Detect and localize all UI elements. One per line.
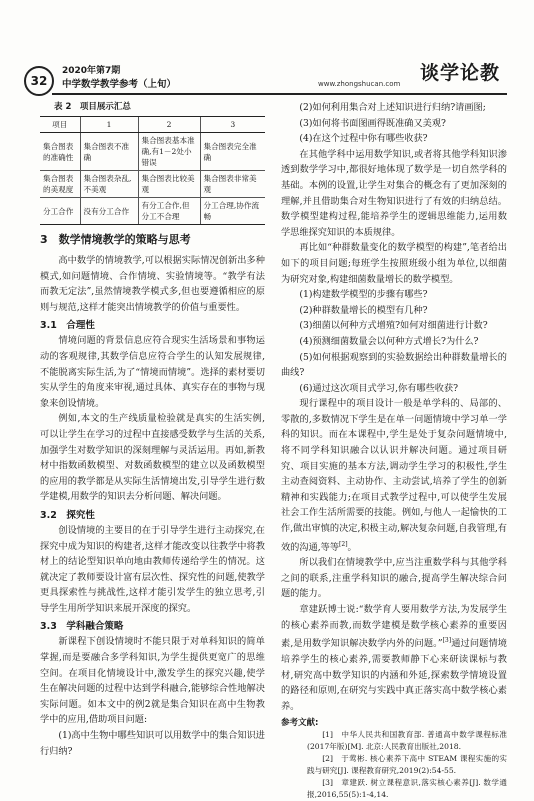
question-item: (1)构建数学模型的步骤有哪些?: [299, 289, 428, 301]
table-cell: 集合图表非常美观: [200, 171, 265, 198]
subsection-title: 3.3 学科融合策略: [40, 621, 124, 633]
question-item: (2)如何利用集合对上述知识进行归纳?请画图;: [299, 102, 486, 113]
question-item: (3)细菌以何种方式增殖?如何对细菌进行计数?: [299, 320, 488, 332]
paragraph: 新课程下创设情境时不能只限于对单科知识的简单掌握,而是要融合多学科知识,为学生提供更宽广的思维空间。在项目化情境设计中,激发学生的探究兴趣,使学生在解决问题的过程中达到学科融合,能够综合性地解决实际问题。如本文中的例2就是集合知识在高中生物教学中的应用,借助项目问题:: [40, 636, 265, 726]
issue-label: 2020年第7期: [62, 66, 121, 76]
subsection-title: 3.2 探究性: [40, 509, 95, 521]
table-cell: 集合图表杂乱,不美观: [80, 171, 138, 198]
table-header-cell: 2: [138, 117, 200, 133]
paragraph: 在其他学科中运用数学知识,或者将其他学科知识渗透到数学学习中,都很好地体现了数学是一切自然学科的基础。本例的设置,让学生对集合的概念有了更加深刻的理解,并且借助集合对生物知识进行了有效的归纳总结。数学模型建构过程,能培养学生的逻辑思维能力,运用数学思维探究知识的本质规律。: [281, 148, 507, 238]
column-logo: 谈学论教: [420, 62, 501, 84]
paragraph: [281, 602, 507, 714]
page-number: 32: [24, 66, 54, 96]
paragraph: 再比如“种群数量变化的数学模型的构建”,笔者给出如下的项目问题;每班学生按照班级小组为单位,以细菌为研究对象,构建细菌数量增长的数学模型。: [281, 242, 507, 285]
right-column: [281, 100, 507, 801]
paragraph-end: 。: [347, 541, 357, 553]
section-title: 3 数学情境教学的策略与思考: [40, 233, 191, 246]
citation-mark: [2]: [339, 540, 348, 548]
table-cell: 分工合作: [40, 198, 80, 225]
table-caption: 表 2 项目展示汇总: [54, 102, 131, 112]
website-url: www.zhongshucan.com: [318, 80, 401, 88]
question-item: (1)高中生物中哪些知识可以用数学中的集合知识进行归纳?: [40, 730, 265, 757]
table-cell: 集合图表比较美观: [138, 171, 200, 198]
table-cell: 有分工合作,但分工不合理: [138, 198, 200, 225]
reference-item: [2] 于莺彬. 核心素养下高中 STEAM 课程实施的实践与研究[J]. 课程教育研究,2019(2):54-55.: [307, 754, 507, 776]
question-item: (3)如何将书面图画得既准确又美观?: [299, 117, 446, 129]
table-cell: 集合图表的准确性: [40, 133, 80, 171]
table-cell: 集合图表的美观度: [40, 171, 80, 198]
table-header-cell: 1: [80, 117, 138, 133]
table-row: [40, 133, 265, 171]
question-item: (5)如何根据观察到的实验数据绘出种群数量增长的曲线?: [281, 351, 507, 379]
paragraph-text: 现行课程中的项目设计一般是单学科的、局部的、零散的,多数情况下学生是在单一问题情境中学习单一学科的知识。而在本课程中,学生是处于复杂问题情境中,将不同学科知识融合以认识并解决问题。通过项目研究、项目实施的基本方法,调动学生学习的积极性,学生主动查阅资料、主动协作、主动尝试,培养了学生的创新精神和实践能力;在项目式教学过程中,可以使学生发展社会工作生活所需要的技能。例如,与他人一起愉快的工作,做出审慎的决定,积极主动,解决复杂问题,自我管理,有效的沟通,等等: [281, 398, 507, 553]
table-header-cell: 项目: [40, 117, 80, 133]
left-column: [40, 100, 265, 759]
paragraph: 高中数学的情境教学,可以根据实际情况创新出多种模式,如问题情境、合作情境、实验情境等。“教学有法而教无定法”,虽然情境教学模式多,但也要遵循相应的原则与规范,这样才能突出情境教学的价值与重要性。: [40, 255, 265, 313]
paragraph: 所以我们在情境教学中,应当注重数学科与其他学科之间的联系,注重学科知识的融合,提高学生解决综合问题的能力。: [281, 557, 507, 600]
paragraph-text: 通过问题情境培养学生的核心素养,需要教师静下心来研读课标与教材,研究高中数学知识的内涵和外延,探索数学情境设置的路径和原则,在研究与实践中真正落实高中数学核心素养。: [281, 638, 507, 712]
question-item: (6)通过这次项目式学习,你有哪些收获?: [299, 382, 459, 394]
table-cell: 集合图表不准确: [80, 133, 138, 171]
question-item: (4)在这个过程中你有哪些收获?: [299, 133, 428, 145]
table-row: [40, 198, 265, 225]
table-row: [40, 171, 265, 198]
table-header-row: [40, 117, 265, 133]
citation-mark: [3]: [442, 637, 452, 645]
paragraph: 情境问题的背景信息应符合现实生活场景和事物运动的客观规律,其数学信息应符合学生的认知发展规律,不能脱离实际生活,为了“情境而情境”。选择的素材要切实从学生的角度来审视,通过具体、真实存在的事物与现象来创设情境。: [40, 335, 265, 409]
question-item: (2)种群数量增长的模型有几种?: [299, 304, 428, 316]
header-rule: [52, 93, 507, 95]
reference-item: [1] 中华人民共和国教育部. 普通高中数学课程标准(2017年版)[M]. 北京:人民教育出版社,2018.: [307, 730, 507, 752]
paragraph: 创设情境的主要目的在于引导学生进行主动探究,在探究中成为知识的构建者,这样才能改变以往教学中将教材上的结论型知识单向地由教师传递给学生的情况。这就决定了教师要设计富有层次性、探究性的问题,使教学更具探索性与挑战性,这样才能引发学生的独立思考,引导学生用所学知识来展开深度的探究。: [40, 524, 265, 614]
question-item: (4)预测细菌数量会以何种方式增长?为什么?: [299, 335, 479, 347]
table-cell: 没有分工合作: [80, 198, 138, 225]
references-title: 参考文献:: [281, 718, 319, 729]
paragraph-text: 章建跃博士说:“数学育人要用数学方法,为发展学生的核心素养而教,而数学建模是数学核心素养的重要因素,是用数学知识解决数学内外的问题。”: [281, 604, 507, 650]
paragraph: [281, 396, 507, 555]
project-summary-table: [40, 116, 265, 225]
table-cell: 分工合理,协作流畅: [200, 198, 265, 225]
table-cell: 集合图表基本准确,有1－2处小错误: [138, 133, 200, 171]
table-cell: 集合图表完全准确: [200, 133, 265, 171]
reference-item: [3] 章建跃. 树立课程意识,落实核心素养[J]. 数学通报,2016,55(5):1-4,14.: [307, 778, 507, 800]
subsection-title: 3.1 合理性: [40, 320, 95, 332]
paragraph: 例如,本文的生产线质量检验就是真实的生活实例,可以让学生在学习的过程中直接感受数学与生活的关系,加强学生对数学知识的深刻理解与灵活运用。再如,新教材中指数函数模型、对数函数模型的建立以及函数模型的应用的教学都是从实际生活情境出发,引导学生进行数学建模,用数学的知识去分析问题、解决问题。: [40, 413, 265, 503]
table-header-cell: 3: [200, 117, 265, 133]
journal-name: 中学数学教学参考（上旬）: [62, 79, 177, 90]
